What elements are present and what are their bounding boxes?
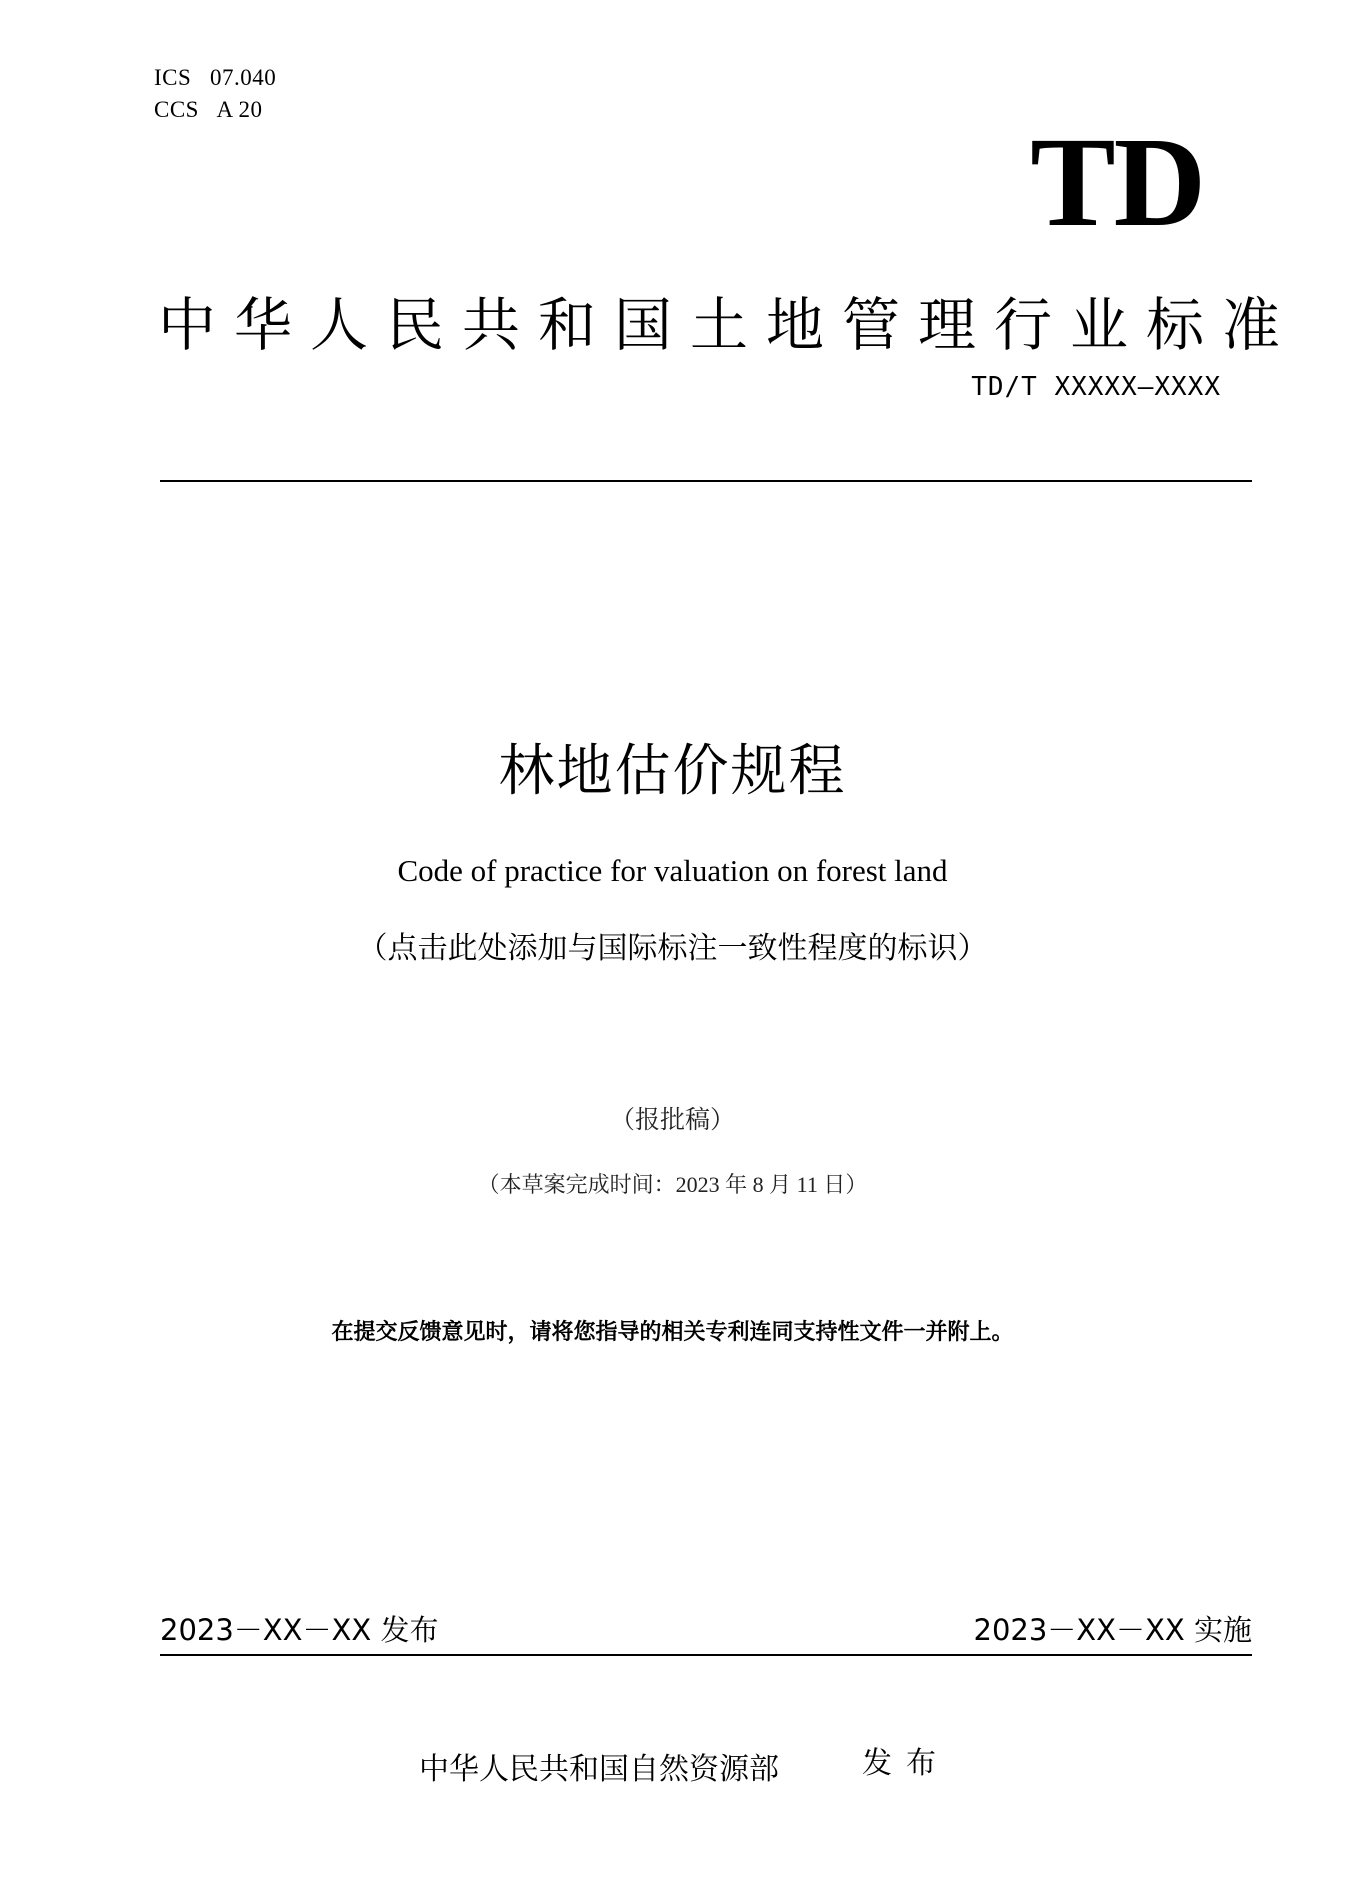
- bottom-divider: [160, 1654, 1252, 1656]
- effective-date: 2023－XX－XX 实施: [973, 1613, 1252, 1647]
- issuer-row: [0, 1748, 1345, 1792]
- document-title-en: Code of practice for valuation on forest land: [397, 853, 948, 888]
- issue-word: 发布: [862, 1746, 950, 1781]
- classification-codes: [154, 62, 276, 126]
- draft-completion-date: （本草案完成时间：2023 年 8 月 11 日）: [477, 1172, 868, 1197]
- top-divider: [160, 480, 1252, 482]
- document-title-cn: 林地估价规程: [498, 739, 847, 804]
- patent-notice: 在提交反馈意见时，请将您指导的相关专利连同支持性文件一并附上。: [331, 1320, 1014, 1345]
- draft-label: （报批稿）: [609, 1107, 735, 1134]
- iso-consistency-note[interactable]: （点击此处添加与国际标注一致性程度的标识）: [357, 931, 988, 966]
- ics-code: ICS 07.040: [154, 65, 277, 90]
- publish-date: 2023－XX－XX 发布: [160, 1613, 439, 1647]
- issuing-authority: 中华人民共和国自然资源部: [419, 1752, 779, 1787]
- standard-title: 中华人民共和国土地管理行业标准: [158, 291, 1299, 359]
- td-logo: TD: [1030, 111, 1204, 253]
- date-row: [160, 1610, 1252, 1650]
- ccs-code: CCS A 20: [154, 97, 263, 122]
- standard-number: TD/T XXXXX—XXXX: [971, 372, 1221, 402]
